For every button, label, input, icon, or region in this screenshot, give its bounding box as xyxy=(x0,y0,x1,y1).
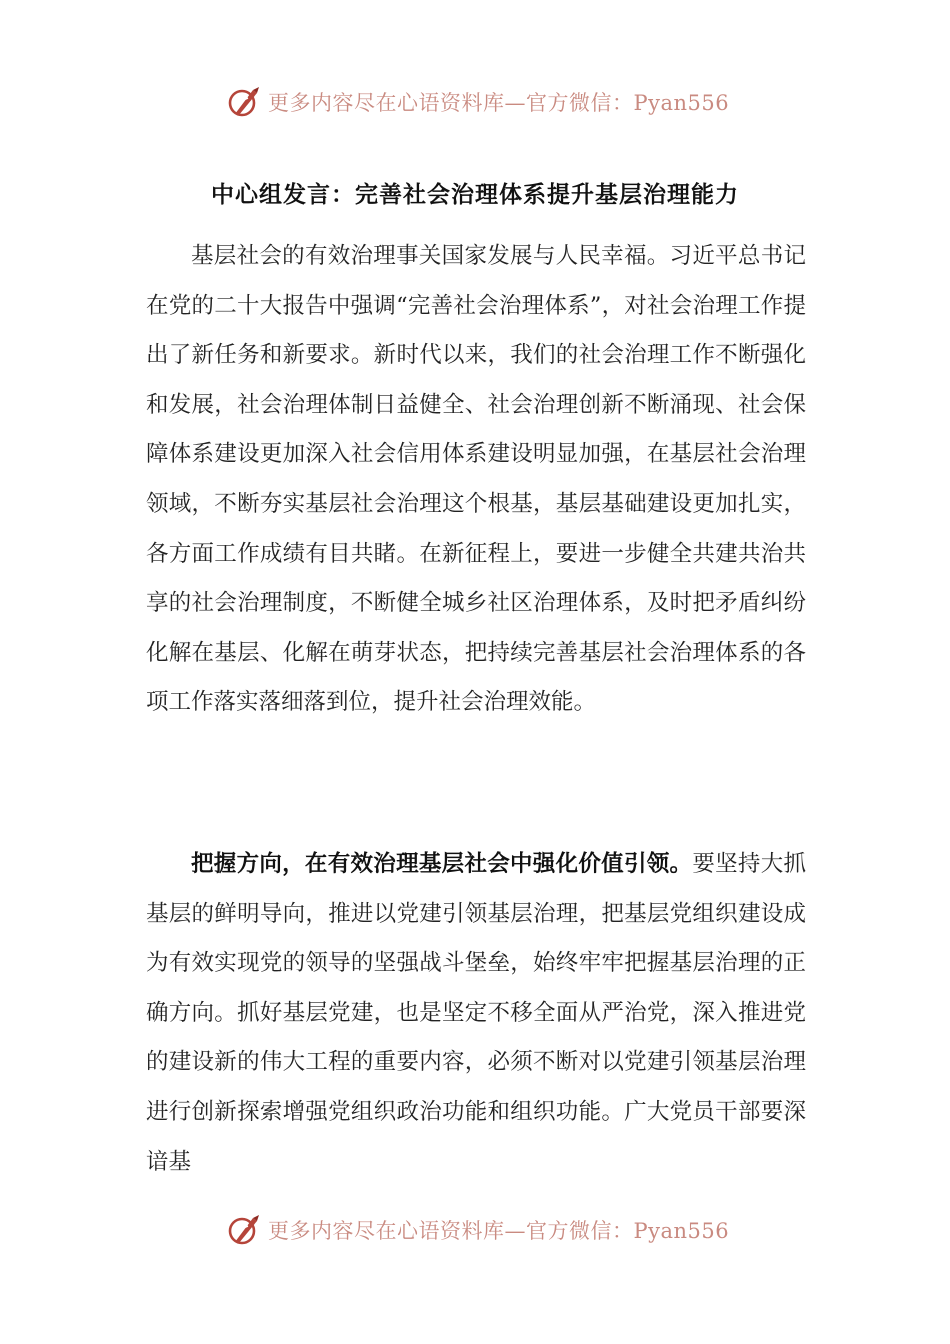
watermark-text: 更多内容尽在心语资料库—官方微信：Pyan556 xyxy=(268,91,730,115)
paragraph-body: 要坚持大抓基层的鲜明导向，推进以党建引领基层治理，把基层党组织建设成为有效实现党的领导的坚强战斗堡垒，始终牢牢把握基层治理的正确方向。抓好基层党建，也是坚定不移全面从严治党，深入推进党的建设新的伟大工程的重要内容，必须不断对以党建引领基层治理进行创新探索增强党组织政治功能和组织功能。广大党员干部要深谙基 xyxy=(146,851,806,1175)
header-watermark xyxy=(0,80,950,124)
paragraph-lead: 把握方向，在有效治理基层社会中强化价值引领。 xyxy=(191,851,693,877)
paragraph-intro xyxy=(146,232,806,728)
quill-pen-logo-icon xyxy=(226,84,262,120)
document-title: 中心组发言：完善社会治理体系提升基层治理能力 xyxy=(211,181,739,208)
watermark-text: 更多内容尽在心语资料库—官方微信：Pyan556 xyxy=(268,1219,730,1243)
paragraph-direction xyxy=(146,840,806,1187)
footer-watermark xyxy=(0,1208,950,1252)
paragraph-body: 基层社会的有效治理事关国家发展与人民幸福。习近平总书记在党的二十大报告中强调“完善社会治理体系”，对社会治理工作提出了新任务和新要求。新时代以来，我们的社会治理工作不断强化和发展，社会治理体制日益健全、社会治理创新不断涌现、社会保障体系建设更加深入社会信用体系建设明显加强，在基层社会治理领域，不断夯实基层社会治理这个根基，基层基础建设更加扎实，各方面工作成绩有目共睹。在新征程上，要进一步健全共建共治共享的社会治理制度，不断健全城乡社区治理体系，及时把矛盾纠纷化解在基层、化解在萌芽状态，把持续完善基层社会治理体系的各项工作落实落细落到位，提升社会治理效能。 xyxy=(146,243,806,716)
quill-pen-logo-icon xyxy=(226,1212,262,1248)
